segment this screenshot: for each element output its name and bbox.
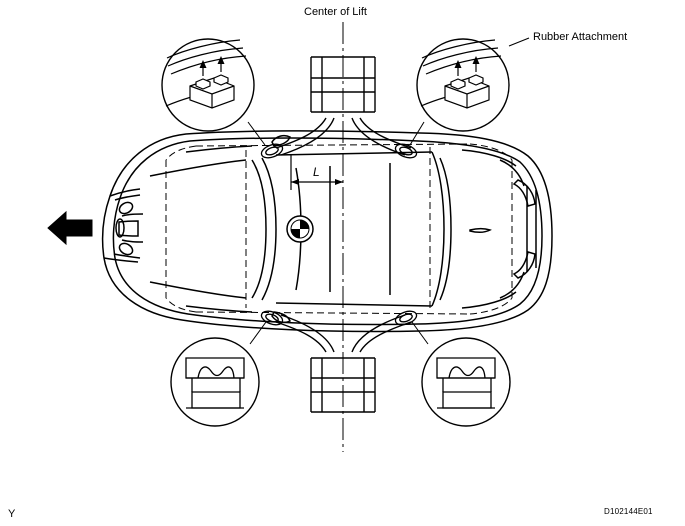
vehicle-top-view [103,131,552,332]
callout-rear-left-lift-pad [171,338,259,426]
callout-front-right-rubber-attachment [417,39,509,131]
vehicle-badge-icon [287,216,313,242]
label-rubber-attachment: Rubber Attachment [533,31,628,43]
corner-mark: Y [8,508,16,520]
callout-front-left-rubber-attachment [162,39,254,131]
vehicle-underbody-dashed [166,144,512,314]
vehicle-front-direction-arrow [48,212,92,244]
callout-rear-right-lift-pad [422,338,510,426]
label-dimension-l: L [313,165,320,179]
label-center-of-lift: Center of Lift [304,6,367,18]
lift-pads [260,142,419,328]
figure-id-code: D102144E01 [604,507,653,516]
